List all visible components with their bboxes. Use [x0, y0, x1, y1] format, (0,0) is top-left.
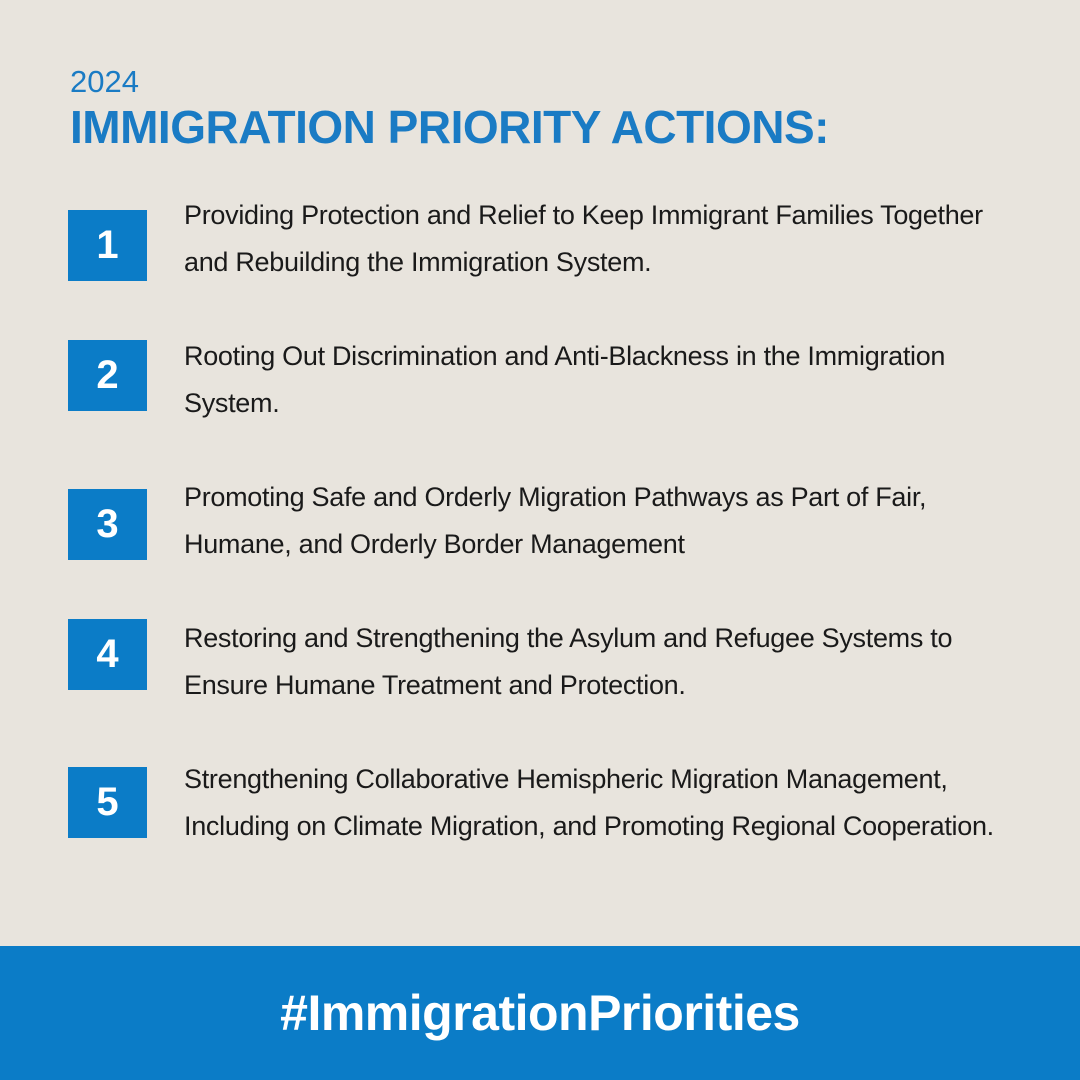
- priority-text: Promoting Safe and Orderly Migration Pathways as Part of Fair, Humane, and Orderly Border Management: [184, 482, 927, 559]
- hashtag-label: #ImmigrationPriorities: [280, 985, 800, 1041]
- number-badge: 2: [68, 340, 147, 411]
- priority-text: Strengthening Collaborative Hemispheric Migration Management, Including on Climate Migration, and Promoting Regional Cooperation.: [184, 764, 994, 841]
- page-title: IMMIGRATION PRIORITY ACTIONS:: [70, 101, 829, 153]
- number-badge: 3: [68, 489, 147, 560]
- year-label: 2024: [70, 64, 139, 99]
- number-badge: 4: [68, 619, 147, 690]
- number-badge: 1: [68, 210, 147, 281]
- priority-text: Restoring and Strengthening the Asylum and Refugee Systems to Ensure Humane Treatment and Protection.: [184, 623, 953, 700]
- number-badge: 5: [68, 767, 147, 838]
- footer-banner: [0, 946, 1080, 1080]
- priority-text: Rooting Out Discrimination and Anti-Blackness in the Immigration System.: [184, 341, 946, 418]
- priority-text: Providing Protection and Relief to Keep Immigrant Families Together and Rebuilding the Immigration System.: [184, 200, 983, 277]
